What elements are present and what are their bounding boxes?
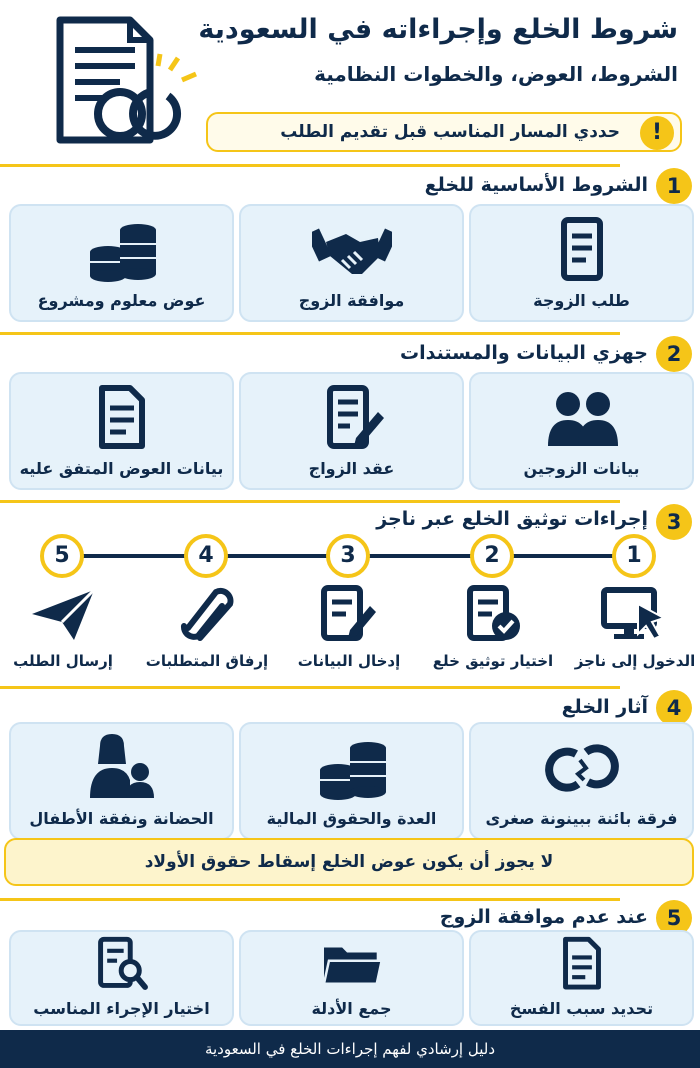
card-label: تحديد سبب الفسخ bbox=[509, 999, 654, 1018]
card-label: الحضانة ونفقة الأطفال bbox=[29, 809, 214, 828]
section-divider bbox=[0, 686, 620, 689]
step-number: 3 bbox=[326, 534, 370, 578]
document-icon bbox=[542, 216, 622, 284]
folder-icon bbox=[312, 936, 392, 992]
card-iddah-rights bbox=[239, 722, 464, 840]
card-marriage-contract bbox=[239, 372, 464, 490]
section-divider bbox=[0, 332, 620, 335]
document-icon bbox=[82, 384, 162, 452]
card-known-compensation bbox=[9, 204, 234, 322]
note-text: حددي المسار المناسب قبل تقديم الطلب bbox=[280, 122, 620, 142]
step-label: إرسال الطلب bbox=[13, 652, 113, 670]
handshake-icon bbox=[312, 216, 392, 284]
users-icon bbox=[542, 384, 622, 452]
card-annulment-reason bbox=[469, 930, 694, 1026]
step-number: 4 bbox=[184, 534, 228, 578]
document-icon bbox=[542, 936, 622, 992]
card-compensation-data bbox=[9, 372, 234, 490]
broken-rings-icon bbox=[542, 734, 622, 802]
section-title: إجراءات توثيق الخلع عبر ناجز bbox=[376, 508, 648, 530]
section-number: 3 bbox=[656, 504, 692, 540]
card-label: جمع الأدلة bbox=[311, 999, 392, 1018]
step-number: 5 bbox=[40, 534, 84, 578]
step-label: الدخول إلى ناجز bbox=[574, 652, 696, 670]
section-divider bbox=[0, 500, 620, 503]
card-label: موافقة الزوج bbox=[298, 291, 405, 310]
page-title: شروط الخلع وإجراءاته في السعودية bbox=[198, 14, 678, 45]
monitor-cursor-icon bbox=[600, 584, 670, 644]
section-divider bbox=[0, 898, 620, 901]
card-wife-request bbox=[469, 204, 694, 322]
card-label: طلب الزوجة bbox=[533, 291, 630, 310]
card-choose-procedure bbox=[9, 930, 234, 1026]
footer: دليل إرشادي لفهم إجراءات الخلع في السعودية bbox=[0, 1030, 700, 1068]
section-number: 1 bbox=[656, 168, 692, 204]
card-gather-evidence bbox=[239, 930, 464, 1026]
card-husband-consent bbox=[239, 204, 464, 322]
step-label: اختيار توثيق خلع bbox=[432, 652, 554, 670]
step-label: إدخال البيانات bbox=[297, 652, 401, 670]
card-custody-alimony bbox=[9, 722, 234, 840]
note-bar bbox=[206, 112, 682, 152]
section-number: 4 bbox=[656, 690, 692, 726]
exclamation-icon: ! bbox=[640, 116, 674, 150]
card-minor-separation bbox=[469, 722, 694, 840]
section-number: 5 bbox=[656, 900, 692, 936]
step-number: 1 bbox=[612, 534, 656, 578]
card-label: عوض معلوم ومشروع bbox=[37, 291, 206, 310]
section-title: عند عدم موافقة الزوج bbox=[439, 906, 648, 928]
card-label: عقد الزواج bbox=[308, 459, 395, 478]
card-spouses-data bbox=[469, 372, 694, 490]
edit-document-icon bbox=[314, 584, 384, 644]
warning-banner: لا يجوز أن يكون عوض الخلع إسقاط حقوق الأولاد bbox=[4, 838, 694, 886]
paperclip-icon bbox=[172, 584, 242, 644]
contract-broken-rings-icon bbox=[20, 10, 210, 150]
card-label: فرقة بائنة ببينونة صغرى bbox=[485, 809, 678, 828]
section-title: جهزي البيانات والمستندات bbox=[400, 342, 648, 364]
header bbox=[0, 0, 700, 160]
card-label: اختيار الإجراء المناسب bbox=[33, 999, 210, 1018]
step-label: إرفاق المتطلبات bbox=[145, 652, 269, 670]
send-icon bbox=[28, 584, 98, 644]
section-title: الشروط الأساسية للخلع bbox=[424, 174, 648, 196]
coins-icon bbox=[82, 216, 162, 284]
step-number: 2 bbox=[470, 534, 514, 578]
card-label: العدة والحقوق المالية bbox=[266, 809, 437, 828]
section-title: آثار الخلع bbox=[561, 696, 648, 718]
coins-icon bbox=[312, 734, 392, 802]
document-check-icon bbox=[458, 584, 528, 644]
document-search-icon bbox=[82, 936, 162, 992]
section-divider bbox=[0, 164, 620, 167]
mother-child-icon bbox=[82, 734, 162, 802]
page-subtitle: الشروط، العوض، والخطوات النظامية bbox=[314, 62, 678, 86]
card-label: بيانات الزوجين bbox=[523, 459, 640, 478]
section-number: 2 bbox=[656, 336, 692, 372]
card-label: بيانات العوض المتفق عليه bbox=[19, 459, 224, 478]
contract-pen-icon bbox=[312, 384, 392, 452]
